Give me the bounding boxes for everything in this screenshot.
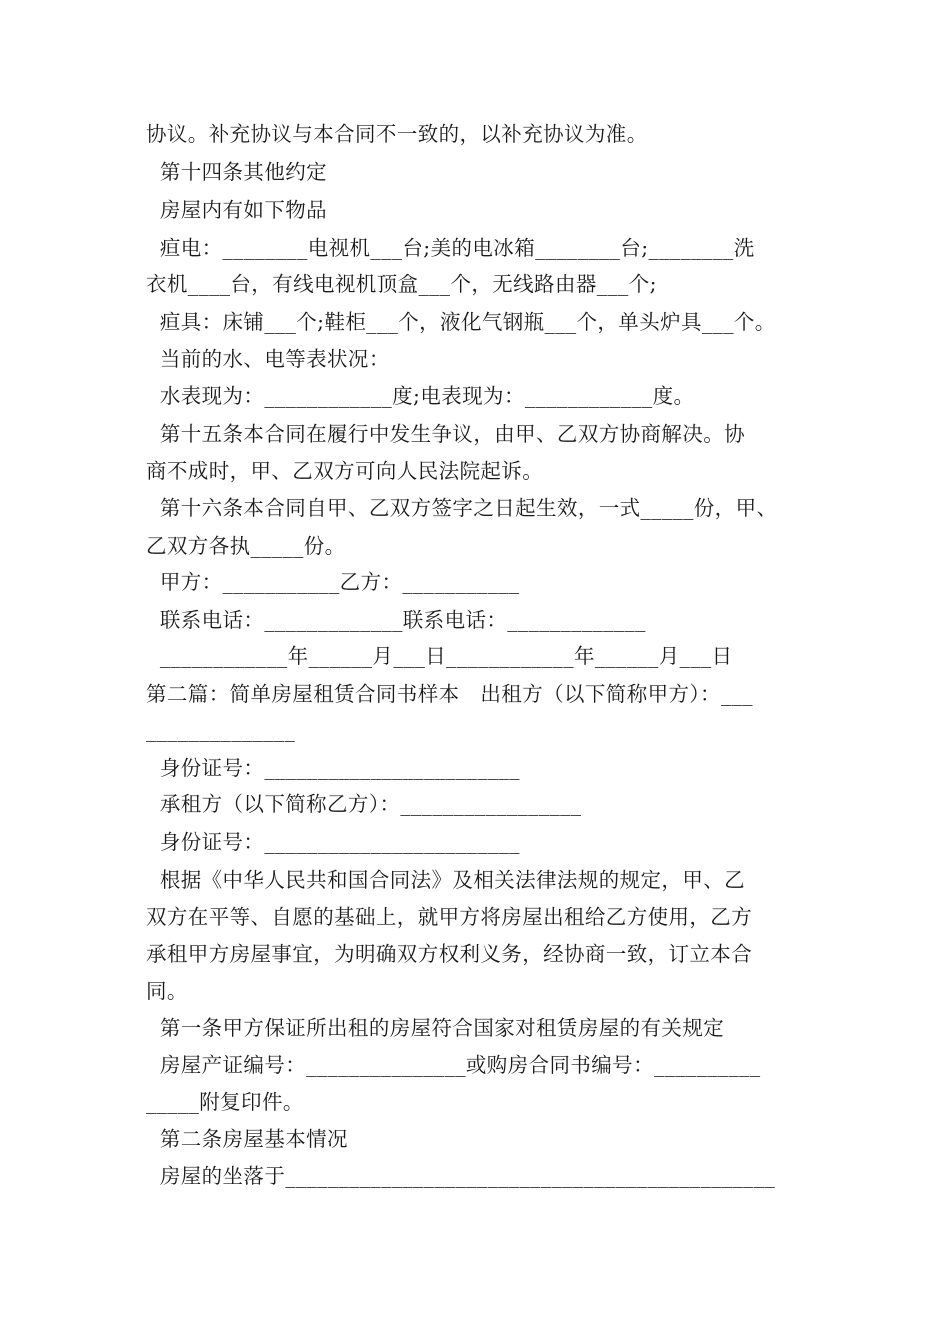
text-line: 甲方：___________乙方：___________ xyxy=(146,570,520,594)
text-line: 房屋内有如下物品 xyxy=(146,198,328,222)
text-line: 疸电：________电视机___台;美的电冰箱________台;________洗 xyxy=(146,236,755,260)
text-line: 承租方（以下简称乙方）：_________________ xyxy=(146,792,582,816)
text-line: _____附复印件。 xyxy=(146,1090,304,1114)
text-line: 第十五条本合同在履行中发生争议，由甲、乙双方协商解决。协 xyxy=(146,422,746,446)
text-line: 水表现为：____________度;电表现为：____________度。 xyxy=(146,384,695,408)
text-line: 第十四条其他约定 xyxy=(146,160,328,184)
text-line: 房屋产证编号：_______________或购房合同书编号：__________ xyxy=(146,1053,761,1077)
text-line: 当前的水、电等表状况： xyxy=(146,347,390,371)
text-line: 商不成时，甲、乙双方可向人民法院起诉。 xyxy=(146,459,544,483)
text-line: ____________年______月___日____________年______月___日 xyxy=(146,644,733,668)
text-line: 协议。补充协议与本合同不一致的，以补充协议为准。 xyxy=(146,122,648,146)
text-line: 身份证号：________________________ xyxy=(146,756,520,780)
text-line: 同。 xyxy=(146,979,188,1003)
text-line: 乙双方各执_____份。 xyxy=(146,534,346,558)
text-line: 第十六条本合同自甲、乙双方签字之日起生效，一式_____份，甲、 xyxy=(146,496,778,520)
text-line: 双方在平等、自愿的基础上，就甲方将房屋出租给乙方使用，乙方 xyxy=(146,905,753,929)
text-line: 身份证号：________________________ xyxy=(146,830,520,854)
text-line: 第二条房屋基本情况 xyxy=(146,1127,348,1151)
text-line: ______________ xyxy=(146,718,296,742)
text-line: 根据《中华人民共和国合同法》及相关法律法规的规定，甲、乙 xyxy=(146,868,746,892)
text-line: 第二篇：简单房屋租赁合同书样本 出租方（以下简称甲方）：___ xyxy=(146,682,753,706)
text-line: 第一条甲方保证所出租的房屋符合国家对租赁房屋的有关规定 xyxy=(146,1016,725,1040)
text-line: 房屋的坐落于______________________________________________ xyxy=(146,1164,776,1188)
text-line: 疸具：床铺___个;鞋柜___个，液化气钢瓶___个，单头炉具___个。 xyxy=(146,310,776,334)
text-line: 衣机____台，有线电视机顶盒___个，无线路由器___个; xyxy=(146,272,657,296)
text-line: 联系电话：_____________联系电话：_____________ xyxy=(146,608,646,632)
text-line: 承租甲方房屋事宜，为明确双方权利义务，经协商一致，订立本合 xyxy=(146,942,753,966)
